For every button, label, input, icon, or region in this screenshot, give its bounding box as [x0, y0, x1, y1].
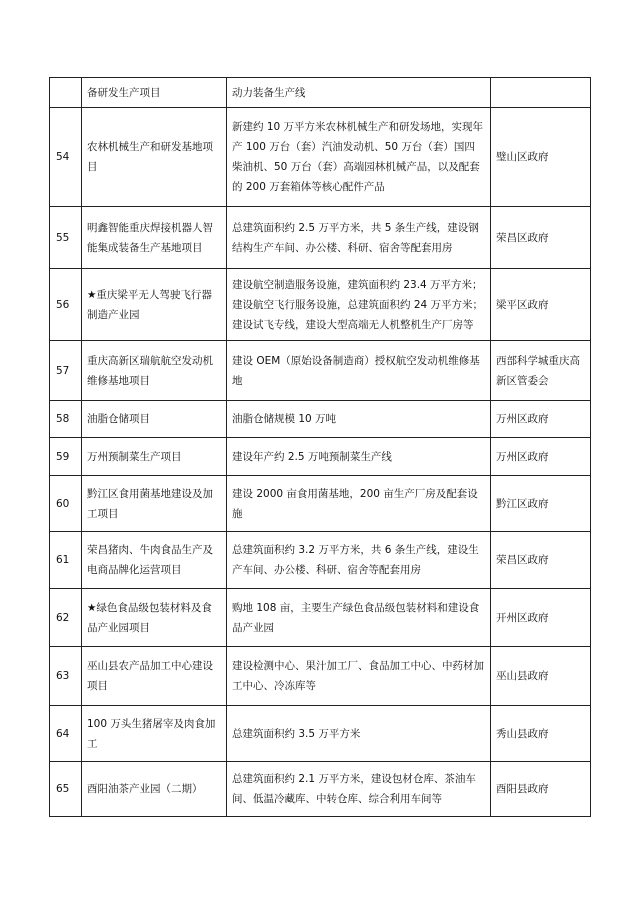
- responsible-unit: 黔江区政府: [491, 476, 591, 532]
- responsible-unit: 开州区政府: [491, 589, 591, 647]
- responsible-unit: [491, 78, 591, 108]
- table-row: [50, 207, 591, 269]
- responsible-unit: 荣昌区政府: [491, 532, 591, 589]
- row-number: 64: [50, 706, 82, 762]
- responsible-unit: 秀山县政府: [491, 706, 591, 762]
- project-name: 100 万头生猪屠宰及肉食加工: [82, 706, 227, 762]
- responsible-unit: 酉阳县政府: [491, 762, 591, 817]
- project-content: 总建筑面积约 3.2 万平方米，共 6 条生产线，建设生产车间、办公楼、科研、宿舍等配套用房: [227, 532, 491, 589]
- project-name: 酉阳油茶产业园（二期）: [82, 762, 227, 817]
- responsible-unit: 荣昌区政府: [491, 207, 591, 269]
- project-content: 建设 OEM（原始设备制造商）授权航空发动机维修基地: [227, 341, 491, 401]
- responsible-unit: 万州区政府: [491, 438, 591, 476]
- project-content: 新建约 10 万平方米农林机械生产和研发场地，实现年产 100 万台（套）汽油发动机、50 万台（套）国四柴油机、50 万台（套）高端园林机械产品，以及配套的 200 万套箱体等核心配件产品: [227, 108, 491, 207]
- project-content: 总建筑面积约 3.5 万平方米: [227, 706, 491, 762]
- row-number: 58: [50, 401, 82, 438]
- project-table: [49, 77, 591, 817]
- table-row: [50, 706, 591, 762]
- project-name: 油脂仓储项目: [82, 401, 227, 438]
- table-row: [50, 269, 591, 341]
- project-content: 油脂仓储规模 10 万吨: [227, 401, 491, 438]
- responsible-unit: 巫山县政府: [491, 647, 591, 706]
- project-name: ★绿色食品级包装材料及食品产业园项目: [82, 589, 227, 647]
- row-number: 60: [50, 476, 82, 532]
- row-number: 56: [50, 269, 82, 341]
- project-name: 黔江区食用菌基地建设及加工项目: [82, 476, 227, 532]
- row-number: 61: [50, 532, 82, 589]
- project-content: 建设年产约 2.5 万吨预制菜生产线: [227, 438, 491, 476]
- row-number: 62: [50, 589, 82, 647]
- table-row: [50, 762, 591, 817]
- table-row: [50, 532, 591, 589]
- responsible-unit: 梁平区政府: [491, 269, 591, 341]
- row-number: 55: [50, 207, 82, 269]
- project-content: 购地 108 亩，主要生产绿色食品级包装材料和建设食品产业园: [227, 589, 491, 647]
- responsible-unit: 璧山区政府: [491, 108, 591, 207]
- project-name: 荣昌猪肉、牛肉食品生产及电商品牌化运营项目: [82, 532, 227, 589]
- table-row: [50, 589, 591, 647]
- table-row: [50, 108, 591, 207]
- table-row: [50, 78, 591, 108]
- project-content: 建设检测中心、果汁加工厂、食品加工中心、中药材加工中心、冷冻库等: [227, 647, 491, 706]
- row-number: 63: [50, 647, 82, 706]
- project-name: ★重庆梁平无人驾驶飞行器制造产业园: [82, 269, 227, 341]
- project-name: 农林机械生产和研发基地项目: [82, 108, 227, 207]
- project-name: 备研发生产项目: [82, 78, 227, 108]
- table-row: [50, 647, 591, 706]
- project-content: 建设 2000 亩食用菌基地，200 亩生产厂房及配套设施: [227, 476, 491, 532]
- row-number: 59: [50, 438, 82, 476]
- project-content: 总建筑面积约 2.1 万平方米，建设包材仓库、茶油车间、低温冷藏库、中转仓库、综合利用车间等: [227, 762, 491, 817]
- row-number: 57: [50, 341, 82, 401]
- row-number: [50, 78, 82, 108]
- project-name: 明鑫智能重庆焊接机器人智能集成装备生产基地项目: [82, 207, 227, 269]
- document-page: [49, 77, 590, 817]
- table-row: [50, 476, 591, 532]
- project-content: 建设航空制造服务设施，建筑面积约 23.4 万平方米；建设航空飞行服务设施，总建筑面积约 24 万平方米；建设试飞专线，建设大型高端无人机整机生产厂房等: [227, 269, 491, 341]
- table-row: [50, 438, 591, 476]
- table-row: [50, 341, 591, 401]
- row-number: 65: [50, 762, 82, 817]
- project-content: 动力装备生产线: [227, 78, 491, 108]
- row-number: 54: [50, 108, 82, 207]
- project-content: 总建筑面积约 2.5 万平方米，共 5 条生产线，建设钢结构生产车间、办公楼、科研、宿舍等配套用房: [227, 207, 491, 269]
- responsible-unit: 万州区政府: [491, 401, 591, 438]
- project-name: 重庆高新区瑞航航空发动机维修基地项目: [82, 341, 227, 401]
- project-name: 万州预制菜生产项目: [82, 438, 227, 476]
- table-row: [50, 401, 591, 438]
- project-name: 巫山县农产品加工中心建设项目: [82, 647, 227, 706]
- responsible-unit: 西部科学城重庆高新区管委会: [491, 341, 591, 401]
